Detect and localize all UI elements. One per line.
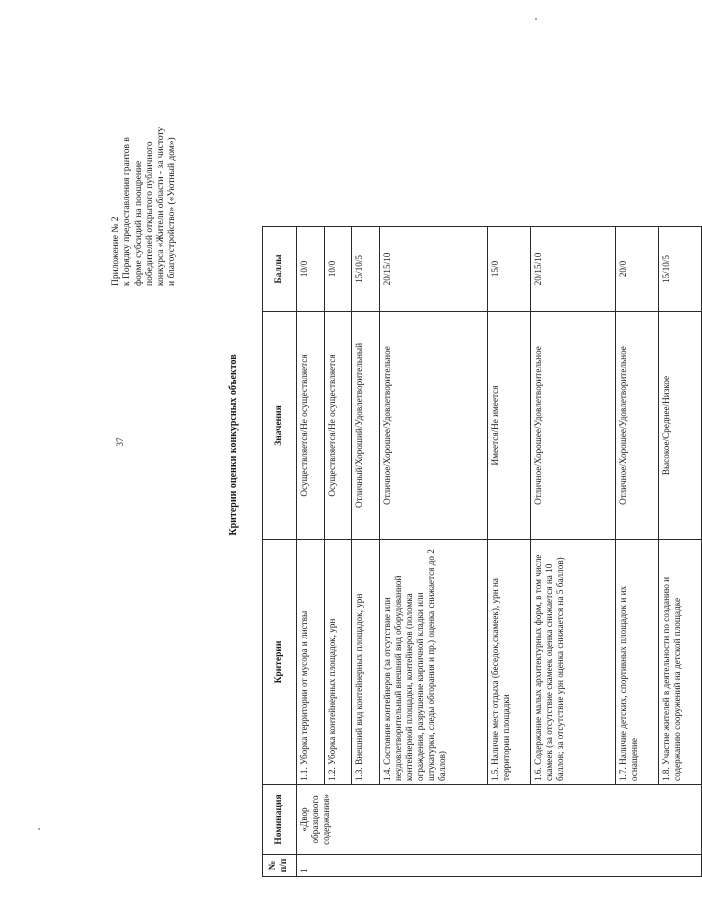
document-title: Критерии оценки конкурсных объектов: [228, 354, 239, 536]
header-nomination: Номинация: [263, 785, 297, 855]
header-points: Баллы: [263, 227, 297, 312]
appendix-note: [111, 106, 179, 286]
value-cell: Осуществляется/Не осуществляется: [324, 312, 352, 540]
table-row: [379, 227, 487, 877]
appendix-line: конкурса «Жители области - за чистоту: [156, 126, 167, 286]
header-criteria: Критерии: [263, 540, 297, 785]
value-cell: Отличное/Хорошее/Удовлетворительное: [379, 312, 487, 540]
table-row: [352, 227, 380, 877]
table-row: [530, 227, 616, 877]
table-row: [324, 227, 352, 877]
table-row: [616, 227, 659, 877]
nomination-cell: «Двор образцового содержания»: [296, 785, 701, 855]
header-values: Значения: [263, 312, 297, 540]
appendix-line: победителей открытого публичного: [144, 141, 155, 286]
table-header-row: [263, 227, 297, 877]
header-num: № п/п: [263, 855, 297, 877]
value-cell: Отличный/Хороший/Удовлетворительный: [352, 312, 380, 540]
points-cell: 15/10/5: [352, 227, 380, 312]
points-cell: 20/0: [616, 227, 659, 312]
table-row: [296, 227, 324, 877]
appendix-line: форме субсидий на поощрение: [133, 160, 144, 286]
row-number: 1: [296, 855, 701, 877]
criterion-cell: 1.6. Содержание малых архитектурных форм, в том числе скамеек (за отсутствие скамеек оценка снижается на 10 баллов; за отсутствие урн оценка снижается на 5 баллов): [530, 540, 616, 785]
appendix-line: и благоустройство» («Уютный дом»): [167, 137, 178, 286]
value-cell: Осуществляется/Не осуществляется: [296, 312, 324, 540]
value-cell: Имеется/Не имеется: [488, 312, 531, 540]
appendix-line: Приложение № 2: [111, 216, 121, 286]
points-cell: 15/0: [488, 227, 531, 312]
value-cell: Отличное/Хорошее/Удовлетворительное: [530, 312, 616, 540]
appendix-line: к Порядку предоставления грантов в: [122, 137, 133, 286]
criterion-cell: 1.7. Наличие детских, спортивных площадок и их оснащение: [616, 540, 659, 785]
value-cell: Высокое/Среднее/Низкое: [659, 312, 702, 540]
criterion-cell: 1.3. Внешний вид контейнерных площадок, урн: [352, 540, 380, 785]
table-row: [488, 227, 531, 877]
table-row: [659, 227, 702, 877]
criteria-table: [262, 227, 702, 877]
scan-speck: [535, 18, 537, 20]
criterion-cell: 1.4. Состояние контейнеров (за отсутствие или неудовлетворительный внешний вид оборудованной контейнерной площадки, контейнеров (поломка ограждения, разрушение кирпичной кладки или штукатурки, следы обгорания и пр.) оценка снижается до 2 баллов): [379, 540, 487, 785]
points-cell: 15/10/5: [659, 227, 702, 312]
criterion-cell: 1.5. Наличие мест отдыха (беседок,скамеек), урн на территории площадки: [488, 540, 531, 785]
points-cell: 20/15/10: [530, 227, 616, 312]
criterion-cell: 1.2. Уборка контейнерных площадок, урн: [324, 540, 352, 785]
scan-speck: [38, 828, 40, 830]
points-cell: 10/0: [324, 227, 352, 312]
points-cell: 20/15/10: [379, 227, 487, 312]
value-cell: Отличное/Хорошее/Удовлетворительное: [616, 312, 659, 540]
criterion-cell: 1.8. Участие жителей в деятельности по созданию и содержанию сооружений на детской площадке: [659, 540, 702, 785]
points-cell: 10/0: [296, 227, 324, 312]
criterion-cell: 1.1. Уборка территории от мусора и листвы: [296, 540, 324, 785]
page-number: 37: [115, 437, 125, 447]
